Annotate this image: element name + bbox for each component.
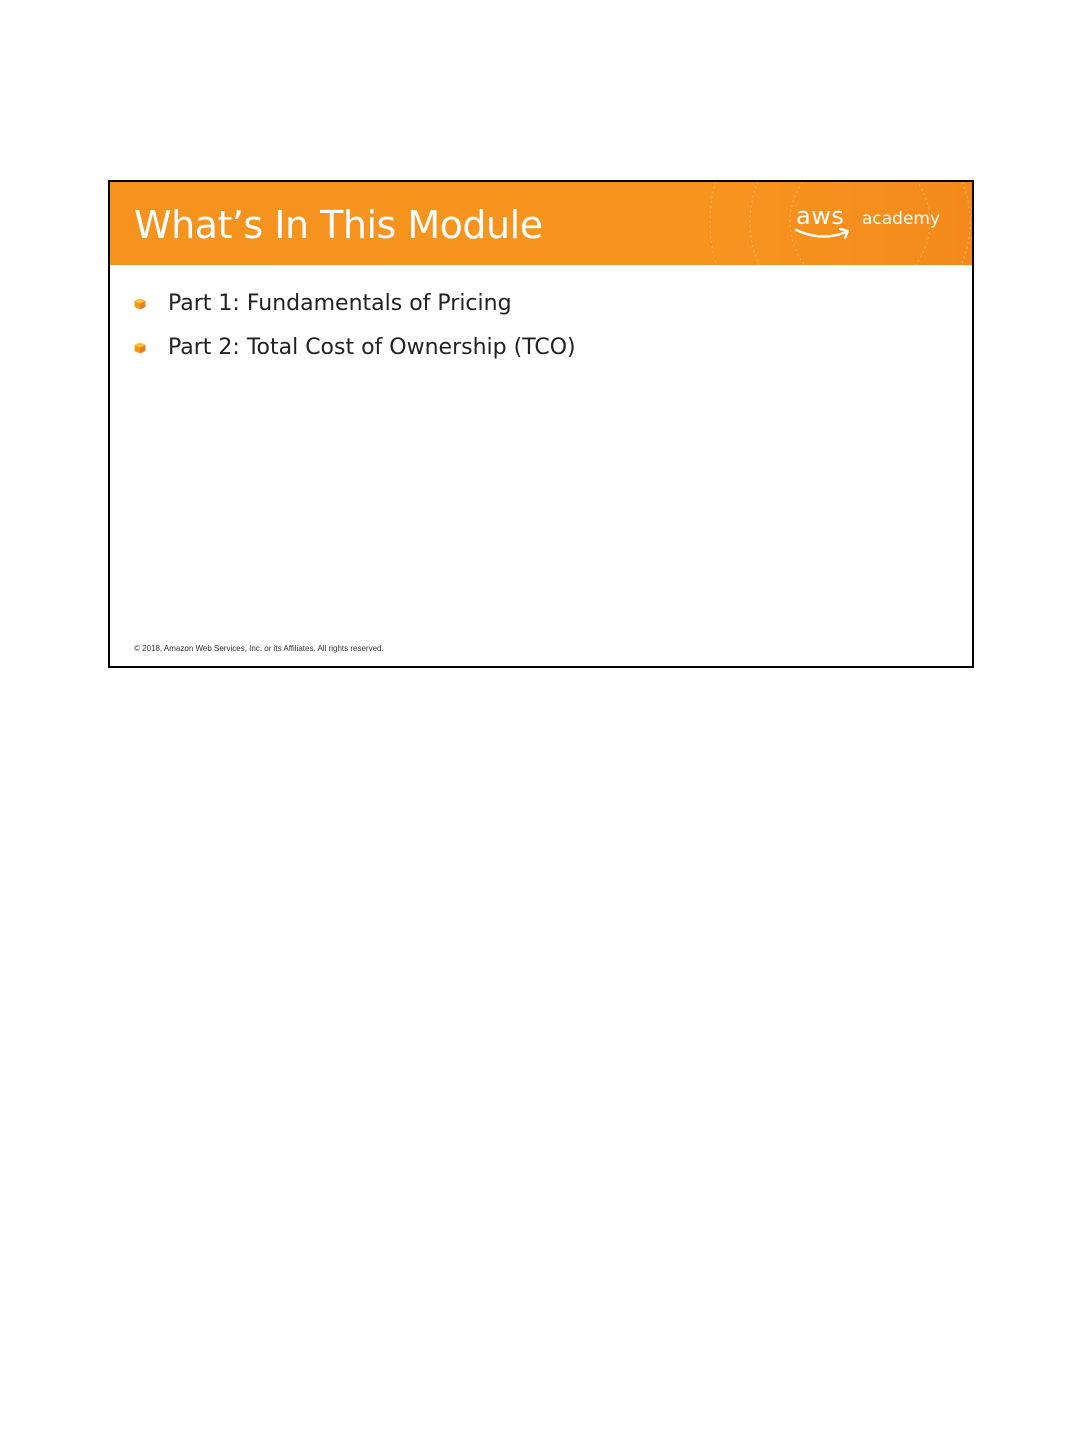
bullet-text: Part 1: Fundamentals of Pricing bbox=[168, 291, 512, 316]
bullet-list bbox=[134, 282, 576, 370]
slide-title: What’s In This Module bbox=[134, 203, 543, 247]
academy-wordmark: academy bbox=[862, 209, 941, 229]
list-item bbox=[134, 326, 576, 370]
aws-cube-icon bbox=[134, 298, 146, 310]
aws-wordmark: aws bbox=[796, 202, 845, 230]
slide-header bbox=[110, 182, 972, 265]
aws-academy-logo bbox=[794, 202, 944, 246]
list-item bbox=[134, 282, 576, 326]
bullet-text: Part 2: Total Cost of Ownership (TCO) bbox=[168, 335, 576, 360]
aws-cube-icon bbox=[134, 342, 146, 354]
aws-smile-icon bbox=[794, 226, 856, 242]
slide bbox=[108, 180, 974, 668]
copyright-footer: © 2018, Amazon Web Services, Inc. or its Affiliates. All rights reserved. bbox=[134, 644, 384, 653]
